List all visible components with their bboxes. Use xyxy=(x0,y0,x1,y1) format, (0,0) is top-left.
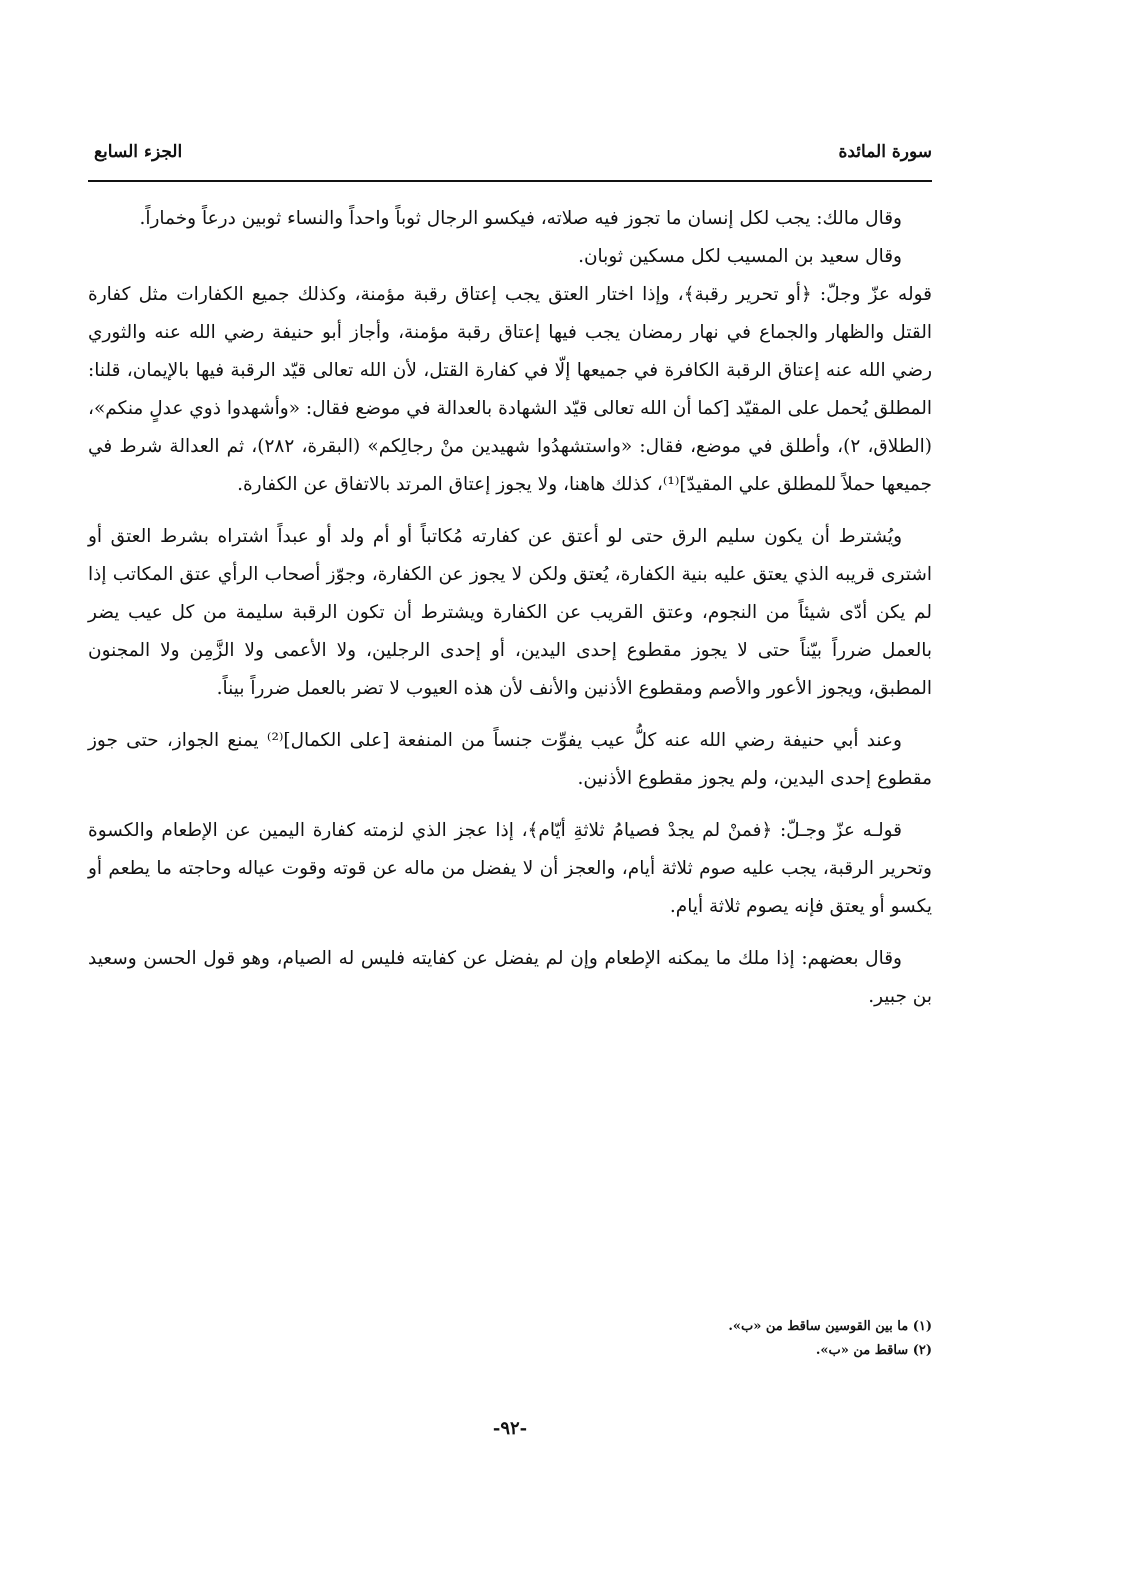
part-title: الجزء السابع xyxy=(94,142,183,162)
footnote-2: (٢) ساقط من «ب». xyxy=(815,1343,932,1358)
paragraph-conditions: ويُشترط أن يكون سليم الرق حتى لو أعتق عن كفارته مُكاتباً أو أم ولد أو عبداً اشتراه بشرط العتق أو اشترى قريبه الذي يعتق عليه بنية الكفارة، يُعتق ولكن لا يجوز عن الكفارة، وجوّز أصحاب الرأي عتق المكاتب إذا لم يكن أدّى شيئاً من النجوم، وعتق القريب عن الكفارة ويشترط أن تكون الرقبة سليمة من كل عيب يضر بالعمل ضرراً بيّناً حتى لا يجوز مقطوع إحدى اليدين، أو إحدى الرجلين، ولا الأعمى ولا الزَّمِن ولا المجنون المطبق، ويجوز الأعور والأصم ومقطوع الأذنين والأنف لأن هذه العيوب لا تضر بالعمل ضرراً بيناً. xyxy=(88,526,932,699)
paragraph-some-said: وقال بعضهم: إذا ملك ما يمكنه الإطعام وإن لم يفضل عن كفايته فليس له الصيام، وهو قول الحسن وسعيد بن جبير. xyxy=(88,948,932,1007)
paragraph-said: وقال سعيد بن المسيب لكل مسكين ثوبان. xyxy=(578,246,902,267)
paragraph-abu-hanifa: وعند أبي حنيفة رضي الله عنه كلُّ عيب يفوِّت جنساً من المنفعة [على الكمال]⁽²⁾ يمنع الجواز، حتى جوز مقطوع إحدى اليدين، ولم يجوز مقطوع الأذنين. xyxy=(88,730,932,789)
book-page xyxy=(88,0,932,1586)
page-number: -٩٢- xyxy=(492,1418,528,1439)
main-text xyxy=(88,200,932,1016)
paragraph-fasting: قولـه عزّ وجـلّ: ﴿فمنْ لم يجدْ فصيامُ ثلاثةِ أيّام﴾، إذا عجز الذي لزمته كفارة اليمين عن الإطعام والكسوة وتحرير الرقبة، يجب عليه صوم ثلاثة أيام، والعجز أن لا يفضل من ماله عن قوته وقوت عياله وحاجته ما يطعم أو يكسو أو يعتق فإنه يصوم ثلاثة أيام. xyxy=(88,820,932,917)
paragraph-malik: وقال مالك: يجب لكل إنسان ما تجوز فيه صلاته، فيكسو الرجال ثوباً واحداً والنساء ثوبين درعاً وخماراً. xyxy=(139,208,902,229)
footnote-1: (١) ما بين القوسين ساقط من «ب». xyxy=(728,1319,932,1334)
paragraph-tahrir-raqaba: قوله عزّ وجلّ: ﴿أو تحرير رقبة﴾، وإذا اختار العتق يجب إعتاق رقبة مؤمنة، وكذلك جميع الكفارات مثل كفارة القتل والظهار والجماع في نهار رمضان يجب فيها إعتاق رقبة مؤمنة، وأجاز أبو حنيفة رضي الله عنه والثوري رضي الله عنه إعتاق الرقبة الكافرة في جميعها إلّا في كفارة القتل، لأن الله تعالى قيّد الرقبة فيها بالإيمان، قلنا: المطلق يُحمل على المقيّد [كما أن الله تعالى قيّد الشهادة بالعدالة في موضع فقال: «وأشهدوا ذوي عدلٍ منكم»، (الطلاق، ٢)، وأطلق في موضع، فقال: «واستشهدُوا شهيدين منْ رجالِكم» (البقرة، ٢٨٢)، ثم العدالة شرط في جميعها حملاً للمطلق علي المقيدّ]⁽¹⁾، كذلك هاهنا، ولا يجوز إعتاق المرتد بالاتفاق عن الكفارة. xyxy=(88,284,932,495)
footnotes xyxy=(88,1315,932,1363)
surah-title: سورة المائدة xyxy=(838,142,932,162)
running-header xyxy=(88,140,932,182)
